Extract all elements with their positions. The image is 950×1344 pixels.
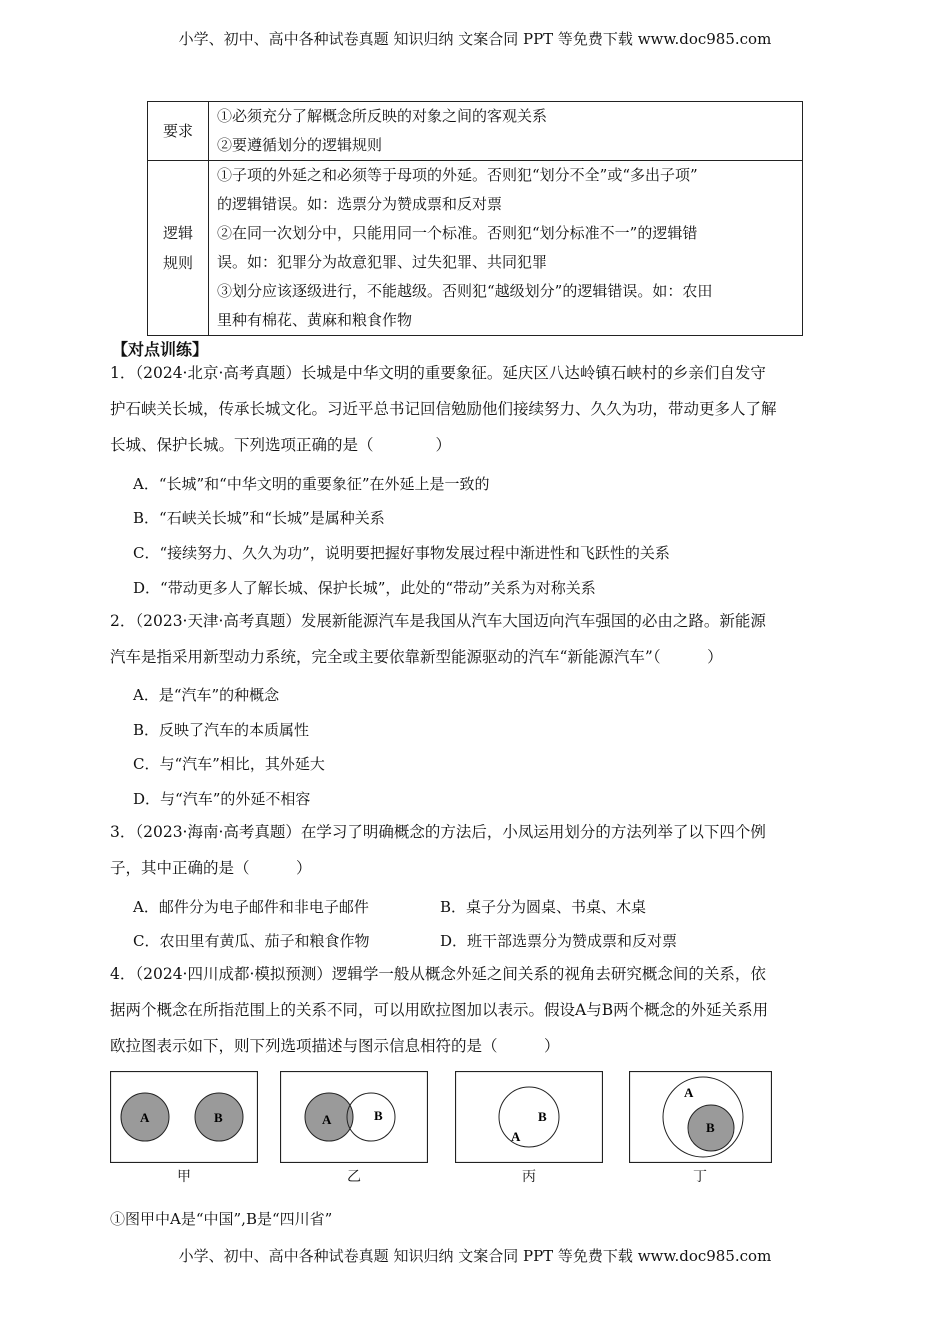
option-2b: B．反映了汽车的本质属性 <box>133 721 310 739</box>
option-3a: A．邮件分为电子邮件和非电子邮件 <box>133 898 369 916</box>
row-line: ③划分应该逐级进行，不能越级。否则犯“越级划分”的逻辑错误。如：农田 <box>217 282 713 300</box>
row-line: 里种有棉花、黄麻和粮食作物 <box>217 311 413 329</box>
row-line: 的逻辑错误。如：选票分为赞成票和反对票 <box>217 195 503 213</box>
question-3: 3．（2023·海南·高考真题）在学习了明确概念的方法后，小凤运用划分的方法列举了以下四个例 子，其中正确的是（ ） <box>110 823 766 877</box>
euler-diagram-jia <box>110 1071 258 1167</box>
statement-1: ①图甲中A是“中国”,B是“四川省” <box>110 1210 333 1228</box>
option-3c: C．农田里有黄瓜、茄子和粮食作物 <box>133 932 370 950</box>
label-b: B <box>538 1109 547 1124</box>
row-line: ①必须充分了解概念所反映的对象之间的客观关系 <box>217 107 548 125</box>
caption-yi: 乙 <box>347 1169 361 1185</box>
caption-jia: 甲 <box>177 1169 191 1185</box>
label-b: B <box>374 1108 383 1123</box>
option-2d: D．与“汽车”的外延不相容 <box>133 790 311 808</box>
question-4: 4．（2024·四川成都·模拟预测）逻辑学一般从概念外延之间关系的视角去研究概念间的关系，依 据两个概念在所指范围上的关系不同，可以用欧拉图加以表示。假设A与B两个概念的外延关系用 欧拉图表示如下，则下列选项描述与图示信息相符的是（ ） <box>110 965 769 1055</box>
label-b: B <box>706 1120 715 1135</box>
label-a: A <box>140 1110 150 1125</box>
option-1d: D．“带动更多人了解长城、保护长城”，此处的“带动”关系为对称关系 <box>133 579 596 597</box>
row-line: ①子项的外延之和必须等于母项的外延。否则犯“划分不全”或“多出子项” <box>217 166 698 184</box>
row-line: ②在同一次划分中，只能用同一个标准。否则犯“划分标准不一”的逻辑错 <box>217 224 698 242</box>
option-3b: B．桌子分为圆桌、书桌、木桌 <box>440 898 647 916</box>
row-label: 要求 <box>148 102 209 161</box>
row-line: ②要遵循划分的逻辑规则 <box>217 136 383 154</box>
section-title: 【对点训练】 <box>112 340 209 359</box>
row-line: 误。如：犯罪分为故意犯罪、过失犯罪、共同犯罪 <box>217 253 548 271</box>
option-1b: B．“石峡关长城”和“长城”是属种关系 <box>133 509 385 527</box>
table-row <box>148 102 803 161</box>
page-header: 小学、初中、高中各种试卷真题 知识归纳 文案合同 PPT 等免费下载 www.doc985.com <box>178 30 772 48</box>
question-2: 2．（2023·天津·高考真题）发展新能源汽车是我国从汽车大国迈向汽车强国的必由之路。新能源 汽车是指采用新型动力系统，完全或主要依靠新型能源驱动的汽车“新能源汽车”（ ） <box>110 612 766 666</box>
option-2c: C．与“汽车”相比，其外延大 <box>133 755 325 773</box>
question-1: 1．（2024·北京·高考真题）长城是中华文明的重要象征。延庆区八达岭镇石峡村的乡亲们自发守 护石峡关长城，传承长城文化。习近平总书记回信勉励他们接续努力、久久为功，带动更多人了解 长城、保护长城。下列选项正确的是（ ） <box>110 364 777 454</box>
euler-diagram-ding <box>629 1071 772 1167</box>
row-label: 规则 <box>162 254 193 272</box>
option-3d: D．班干部选票分为赞成票和反对票 <box>440 932 678 950</box>
label-a: A <box>684 1085 694 1100</box>
rules-table <box>147 101 803 336</box>
option-1a: A．“长城”和“中华文明的重要象征”在外延上是一致的 <box>133 475 490 493</box>
caption-bing: 丙 <box>522 1169 536 1185</box>
caption-ding: 丁 <box>693 1169 707 1185</box>
option-1c: C．“接续努力、久久为功”，说明要把握好事物发展过程中渐进性和飞跃性的关系 <box>133 544 670 562</box>
option-2a: A．是“汽车”的种概念 <box>133 686 280 704</box>
row-label: 逻辑 <box>162 224 193 242</box>
euler-diagram-yi <box>280 1071 428 1167</box>
table-row <box>148 161 803 336</box>
label-a: A <box>511 1129 521 1144</box>
page-footer: 小学、初中、高中各种试卷真题 知识归纳 文案合同 PPT 等免费下载 www.doc985.com <box>178 1247 772 1265</box>
label-a: A <box>322 1112 332 1127</box>
euler-diagram-bing <box>455 1071 603 1167</box>
label-b: B <box>214 1110 223 1125</box>
